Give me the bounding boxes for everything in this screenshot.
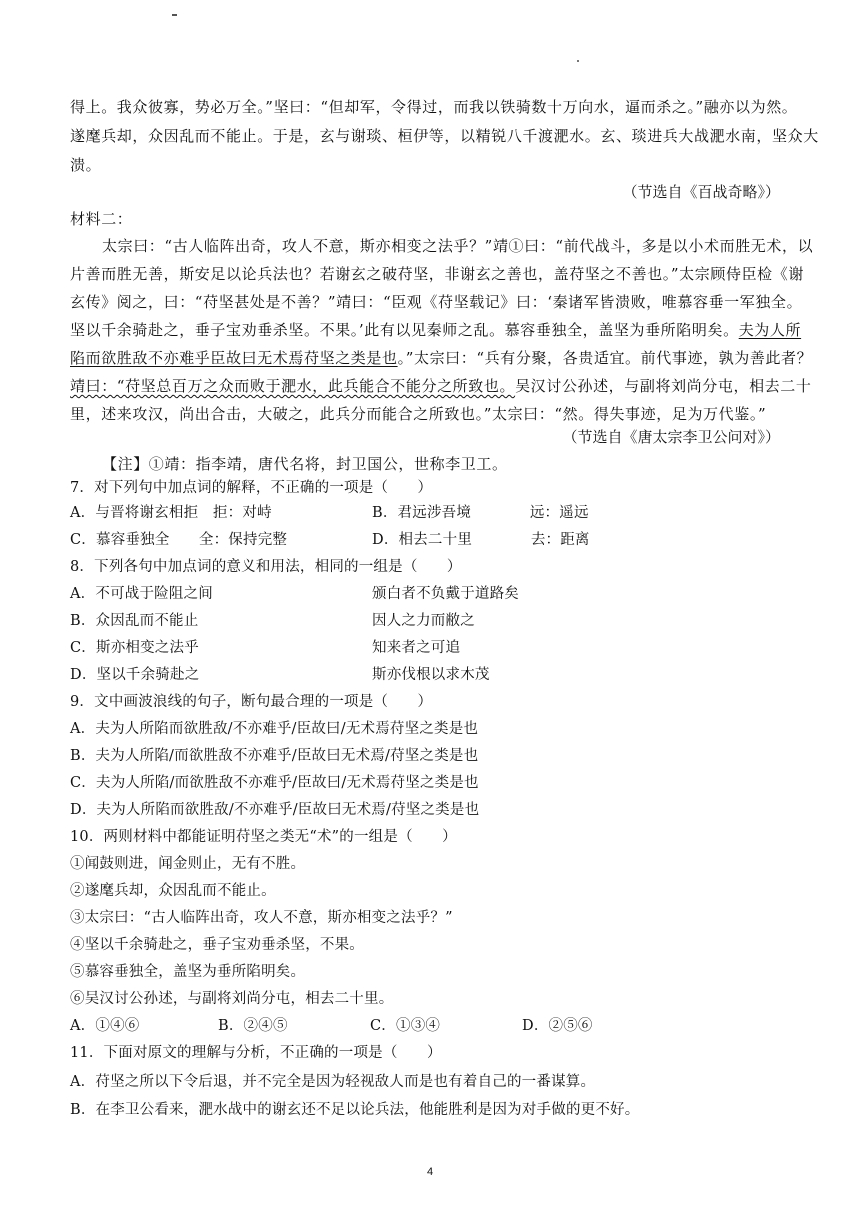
question-8-option-d: D．坚以千余骑赴之 [70, 667, 200, 683]
passage-line [70, 376, 811, 396]
page-number: 4 [426, 1166, 434, 1178]
question-11-stem: 11．下面对原文的理解与分析，不正确的一项是（ ） [70, 1045, 442, 1061]
wavy-underlined-sentence: 靖曰：“苻坚总百万之众而败于淝水，此兵能合不能分之所致也。 [70, 377, 516, 395]
passage-line [70, 348, 812, 368]
question-8-stem: 8．下列各句中加点词的意义和用法，相同的一组是（ ） [70, 559, 462, 575]
question-10-option-a: A．①④⑥ [70, 1018, 140, 1034]
wavy-underlined-sentence: 陷而欲胜敌不亦难乎臣故曰无术焉苻坚之类是也 [70, 349, 398, 367]
passage-line: 溃。 [70, 156, 102, 174]
passage-source: （节选自《唐太宗李卫公问对》） [562, 428, 780, 446]
passage-text: 吴汉讨公孙述，与副将刘尚分屯，相去二十 [515, 377, 812, 395]
passage-line: 玄传》阅之，曰：“苻坚甚处是不善？”靖曰：“臣观《苻坚载记》曰：‘秦诸军皆溃败，唯慕容垂一军独全。 [70, 293, 803, 311]
footnote: 【注】①靖：指李靖，唐代名将，封卫国公，世称李卫工。 [102, 455, 508, 473]
passage-line [70, 320, 801, 340]
question-7-option-c: C．慕容垂独全 全：保持完整 [70, 532, 288, 548]
question-11-option-b: B．在李卫公看来，淝水战中的谢玄还不足以论兵法，他能胜利是因为对手做的更不好。 [70, 1102, 640, 1118]
wavy-underlined-sentence: 夫为人所 [738, 321, 802, 339]
question-7-option-a: A．与晋将谢玄相拒 拒：对峙 [70, 505, 272, 521]
scan-mark [172, 14, 177, 16]
question-7-stem: 7．对下列句中加点词的解释，不正确的一项是（ ） [70, 480, 433, 496]
passage-line: 得上。我众彼寡，势必万全。”坚曰：“但却军，令得过，而我以铁骑数十万向水，逼而杀之。”融亦以为然。 [70, 98, 798, 116]
passage-text: 。”太宗曰：“兵有分聚，各贵适宜。前代事迹，孰为善此者？ [397, 349, 813, 367]
question-10-item: ②遂麾兵却，众因乱而不能止。 [70, 883, 276, 899]
material-heading: 材料二： [70, 210, 133, 228]
passage-line: 里，述来攻汉，尚出合击，大破之，此兵分而能合之所致也。”太宗曰：“然。得失事迹，足为万代鉴。” [70, 405, 767, 423]
question-10-option-c: C．①③④ [370, 1018, 441, 1034]
question-10-option-d: D．②⑤⑥ [522, 1018, 593, 1034]
passage-text: 坚以千余骑赴之，垂子宝劝垂杀坚。不果。’此有以见秦师之乱。慕容垂独全，盖坚为垂所陷明矣。 [70, 321, 739, 339]
question-10-item: ④坚以千余骑赴之，垂子宝劝垂杀坚，不果。 [70, 937, 364, 953]
question-10-item: ⑥吴汉讨公孙述，与副将刘尚分屯，相去二十里。 [70, 991, 394, 1007]
question-8-option-b-pair: 因人之力而敝之 [372, 613, 475, 629]
question-10-item: ⑤慕容垂独全，盖坚为垂所陷明矣。 [70, 964, 306, 980]
question-7-option-d: D．相去二十里 去：距离 [372, 532, 590, 548]
question-9-option-d: D．夫为人所陷而欲胜敌/不亦难乎/臣故曰无术焉/苻坚之类是也 [70, 802, 480, 818]
question-8-option-c-pair: 知来者之可追 [372, 640, 461, 656]
passage-line: 遂麾兵却，众因乱而不能止。于是，玄与谢琰、桓伊等，以精锐八千渡淝水。玄、琰进兵大战淝水南，坚众大 [70, 127, 819, 145]
question-11-option-a: A．苻坚之所以下令后退，并不完全是因为轻视敌人而是也有着自己的一番谋算。 [70, 1074, 596, 1090]
question-8-option-b: B．众因乱而不能止 [70, 613, 199, 629]
question-10-stem: 10．两则材料中都能证明苻坚之类无“术”的一组是（ ） [70, 829, 457, 845]
question-7-option-b: B．君远涉吾境 远：遥远 [372, 505, 589, 521]
scan-mark [577, 60, 579, 62]
question-8-option-d-pair: 斯亦伐根以求木茂 [372, 667, 490, 683]
question-9-option-c: C．夫为人所陷/而欲胜敌不亦难乎/臣故曰/无术焉苻坚之类是也 [70, 775, 479, 791]
passage-source: （节选自《百战奇略》） [622, 183, 780, 201]
question-9-option-b: B．夫为人所陷/而欲胜敌不亦难乎/臣故曰无术焉/苻坚之类是也 [70, 748, 479, 764]
passage-line: 片善而胜无善，斯安足以论兵法也？若谢玄之破苻坚，非谢玄之善也，盖苻坚之不善也。”太宗顾侍臣检《谢 [70, 265, 804, 283]
question-10-option-b: B．②④⑤ [218, 1018, 288, 1034]
question-9-stem: 9．文中画波浪线的句子，断句最合理的一项是（ ） [70, 694, 433, 710]
question-9-option-a: A．夫为人所陷而欲胜敌/不亦难乎/臣故曰/无术焉苻坚之类是也 [70, 721, 479, 737]
passage-line: 太宗曰：“古人临阵出奇，攻人不意，斯亦相变之法乎？”靖①曰：“前代战斗，多是以小术而胜无术，以 [102, 237, 814, 255]
question-8-option-a: A．不可战于险阻之间 [70, 586, 213, 602]
question-10-item: ③太宗曰：“古人临阵出奇，攻人不意，斯亦相变之法乎？” [70, 910, 453, 926]
question-10-item: ①闻鼓则进，闻金则止，无有不胜。 [70, 856, 306, 872]
question-8-option-a-pair: 颁白者不负戴于道路矣 [372, 586, 519, 602]
question-8-option-c: C．斯亦相变之法乎 [70, 640, 199, 656]
